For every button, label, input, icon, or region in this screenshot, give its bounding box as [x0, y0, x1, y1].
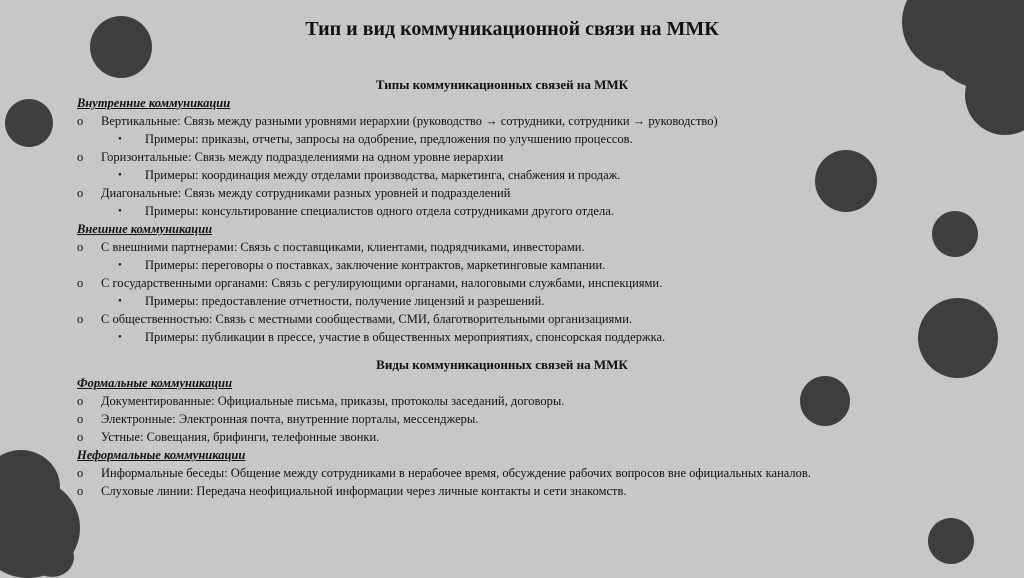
list-item-text: Документированные: Официальные письма, приказы, протоколы заседаний, договоры.: [101, 394, 565, 408]
sub-list-item-text: Примеры: предоставление отчетности, получение лицензий и разрешений.: [145, 294, 545, 308]
circle-bullet-icon: o: [77, 186, 84, 200]
list-item-text: С внешними партнерами: Связь с поставщиками, клиентами, подрядчиками, инвесторами.: [101, 240, 585, 254]
group-heading: Формальные коммуникации: [77, 376, 233, 390]
list-item: [77, 184, 897, 202]
circle-bullet-icon: o: [77, 114, 84, 128]
sub-list-item-text: Примеры: консультирование специалистов одного отдела сотрудниками другого отдела.: [145, 204, 614, 218]
decor-circle: [928, 518, 974, 564]
list-item-text: Электронные: Электронная почта, внутренние порталы, мессенджеры.: [101, 412, 479, 426]
section-heading: Типы коммуникационных связей на ММК: [375, 77, 629, 92]
list-item-text: Слуховые линии: Передача неофициальной информации через личные контакты и сети знакомств.: [101, 484, 627, 498]
bullet-icon: •: [118, 331, 122, 343]
sub-list-item: [77, 256, 897, 274]
decor-circle: [30, 537, 74, 577]
circle-bullet-icon: o: [77, 394, 84, 408]
list-item: [77, 482, 897, 500]
list-item-text: Диагональные: Связь между сотрудниками разных уровней и подразделений: [101, 186, 511, 200]
sub-list-item-text: Примеры: публикации в прессе, участие в общественных мероприятиях, спонсорская поддержка.: [145, 330, 666, 344]
circle-bullet-icon: o: [77, 466, 84, 480]
sub-list-item-text: Примеры: координация между отделами производства, маркетинга, снабжения и продаж.: [145, 168, 621, 182]
circle-bullet-icon: o: [77, 412, 84, 426]
list-item-text: С государственными органами: Связь с регулирующими органами, налоговыми службами, инспекциями.: [101, 276, 663, 290]
list-item-text: С общественностью: Связь с местными сообществами, СМИ, благотворительными организациями.: [101, 312, 633, 326]
list-item-text: Горизонтальные: Связь между подразделениями на одном уровне иерархии: [101, 150, 504, 164]
bullet-icon: •: [118, 169, 122, 181]
circle-bullet-icon: o: [77, 430, 84, 444]
list-item: [77, 410, 897, 428]
sub-list-item: [77, 202, 897, 220]
circle-bullet-icon: o: [77, 484, 84, 498]
decor-circle: [932, 211, 978, 257]
sub-list-item: [77, 166, 897, 184]
group-heading: Неформальные коммуникации: [77, 448, 246, 462]
page-title: Тип и вид коммуникационной связи на ММК: [305, 18, 719, 40]
bullet-icon: •: [118, 259, 122, 271]
decor-circle: [5, 99, 53, 147]
list-item: [77, 274, 897, 292]
group-heading: Внешние коммуникации: [77, 222, 213, 236]
list-item: [77, 148, 897, 166]
list-item: [77, 392, 897, 410]
section-heading: Виды коммуникационных связей на ММК: [376, 357, 628, 372]
circle-bullet-icon: o: [77, 276, 84, 290]
list-item: [77, 428, 897, 446]
group-heading: Внутренние коммуникации: [77, 96, 231, 110]
list-item: [77, 310, 897, 328]
sub-list-item: [77, 292, 897, 310]
content-body: [77, 76, 897, 500]
bullet-icon: •: [118, 205, 122, 217]
sub-list-item-text: Примеры: приказы, отчеты, запросы на одобрение, предложения по улучшению процессов.: [145, 132, 633, 146]
circle-bullet-icon: o: [77, 312, 84, 326]
bullet-icon: •: [118, 133, 122, 145]
list-item: [77, 238, 897, 256]
list-item: [77, 112, 897, 130]
sub-list-item: [77, 130, 897, 148]
bullet-icon: •: [118, 295, 122, 307]
list-item-text: Информальные беседы: Общение между сотрудниками в нерабочее время, обсуждение рабочих вопросов вне официальных каналов.: [101, 466, 811, 480]
circle-bullet-icon: o: [77, 150, 84, 164]
list-item-text: Вертикальные: Связь между разными уровнями иерархии (руководство → сотрудники, сотрудники → руководство): [101, 114, 718, 128]
sub-list-item-text: Примеры: переговоры о поставках, заключение контрактов, маркетинговые кампании.: [145, 258, 606, 272]
list-item-text: Устные: Совещания, брифинги, телефонные звонки.: [101, 430, 380, 444]
decor-circle: [918, 298, 998, 378]
circle-bullet-icon: o: [77, 240, 84, 254]
list-item: [77, 464, 897, 482]
sub-list-item: [77, 328, 897, 346]
